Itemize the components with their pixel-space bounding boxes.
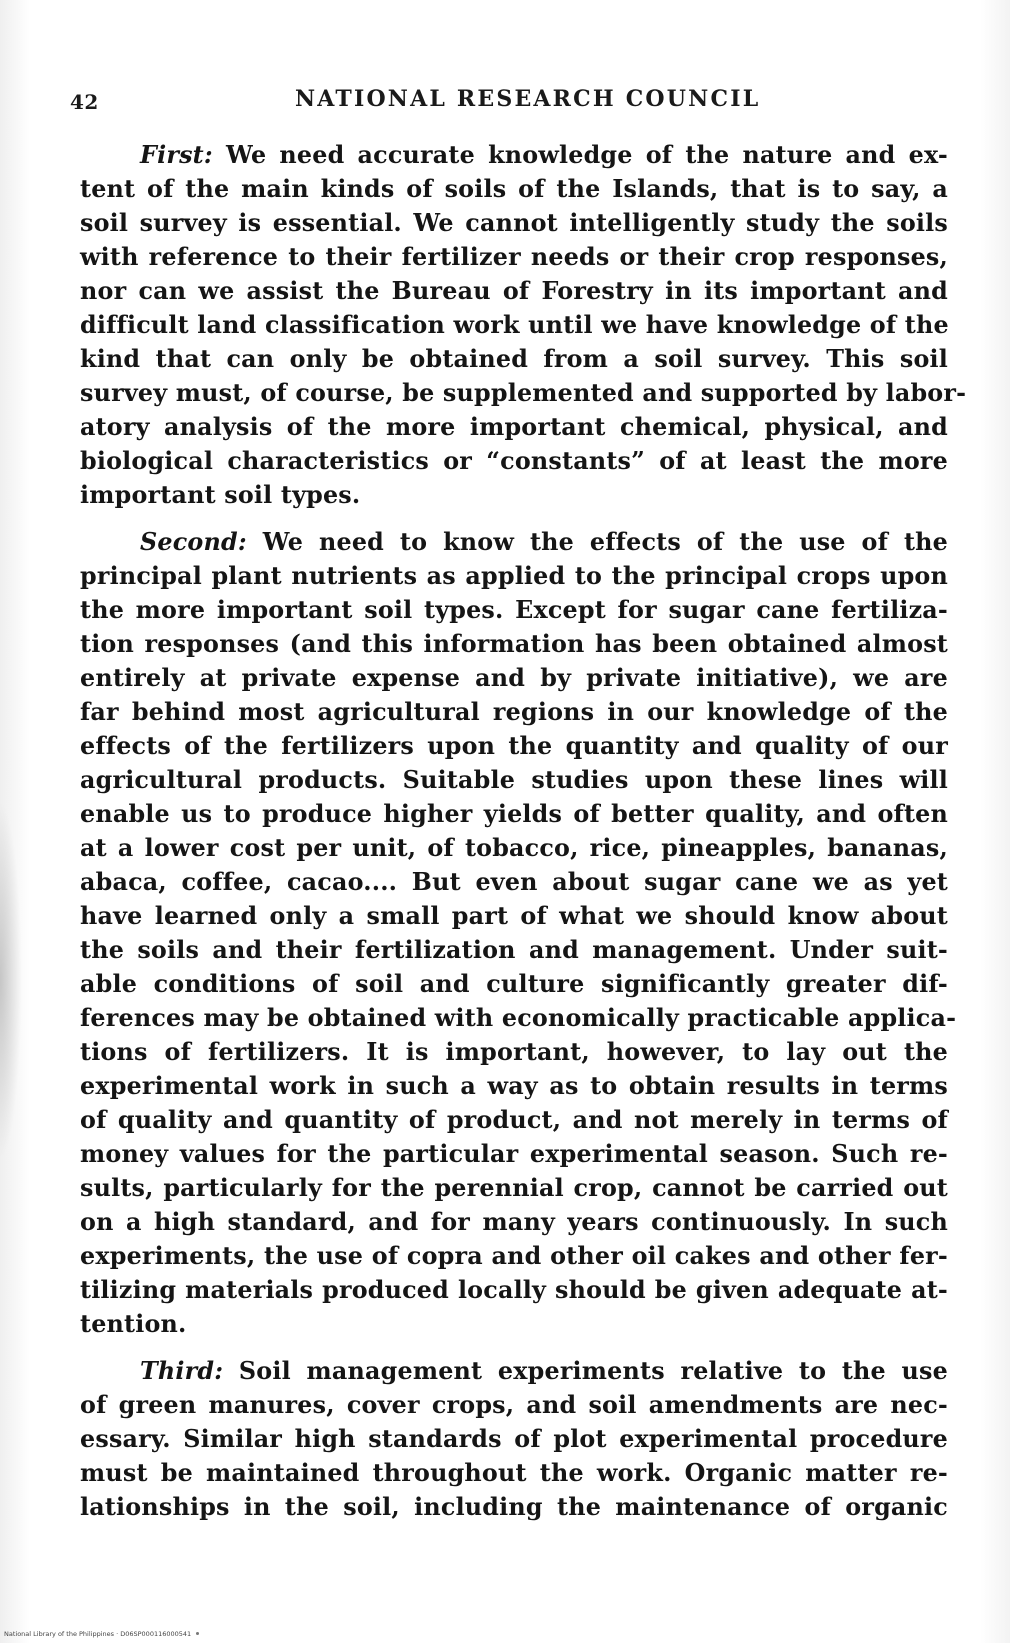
scan-footer-tag: National Library of the Philippines · D06SP000116000541 (4, 1630, 192, 1638)
text-line: tions of fertilizers. It is important, however, to lay out the (80, 1038, 948, 1066)
text-line: experiments, the use of copra and other oil cakes and other fer- (80, 1242, 948, 1270)
text-line: experimental work in such a way as to obtain results in terms (80, 1072, 948, 1100)
text-line: agricultural products. Suitable studies upon these lines will (80, 766, 948, 794)
paragraph-lead: First: (140, 141, 213, 169)
paragraph-gap (80, 1341, 948, 1354)
text-line: have learned only a small part of what we should know about (80, 902, 948, 930)
text-line: with reference to their fertilizer needs or their crop responses, (80, 243, 948, 271)
text-line: far behind most agricultural regions in our knowledge of the (80, 698, 948, 726)
text-line: of quality and quantity of product, and not merely in terms of (80, 1106, 948, 1134)
footer-mark (196, 1632, 199, 1635)
body-text (80, 138, 967, 1524)
text-line: tion responses (and this information has been obtained almost (80, 630, 948, 658)
running-title: NATIONAL RESEARCH COUNCIL (295, 86, 761, 112)
paragraph-first-line: Second: We need to know the effects of the use of the (140, 528, 948, 556)
text-line: must be maintained throughout the work. Organic matter re- (80, 1459, 948, 1487)
text-line: lationships in the soil, including the maintenance of organic (80, 1493, 948, 1521)
text-line: of green manures, cover crops, and soil amendments are nec- (80, 1391, 948, 1419)
text-line: entirely at private expense and by private initiative), we are (80, 664, 948, 692)
text-line: essary. Similar high standards of plot experimental procedure (80, 1425, 948, 1453)
paragraph-gap (80, 512, 948, 525)
paragraph-lead: Second: (140, 528, 247, 556)
text-line: atory analysis of the more important chemical, physical, and (80, 413, 948, 441)
text-line: ferences may be obtained with economically practicable applica- (80, 1004, 957, 1032)
text-line: survey must, of course, be supplemented and supported by labor- (80, 379, 967, 407)
text-line: enable us to produce higher yields of better quality, and often (80, 800, 948, 828)
text-line: biological characteristics or “constants” of at least the more (80, 447, 948, 475)
text-line: important soil types. (80, 481, 361, 509)
text-line: tilizing materials produced locally should be given adequate at- (80, 1276, 948, 1304)
binding-edge-shadow (0, 800, 22, 1160)
paragraph-first-line: First: We need accurate knowledge of the nature and ex- (140, 141, 948, 169)
text-line: the more important soil types. Except for sugar cane fertiliza- (80, 596, 948, 624)
text-line: soil survey is essential. We cannot intelligently study the soils (80, 209, 948, 237)
page-number: 42 (70, 90, 99, 114)
running-head (70, 82, 950, 118)
paragraph-lead: Third: (140, 1357, 224, 1385)
text-line: difficult land classification work until we have knowledge of the (80, 311, 949, 339)
text-line: money values for the particular experimental season. Such re- (80, 1140, 948, 1168)
text-line: tention. (80, 1310, 187, 1338)
text-line: abaca, coffee, cacao.... But even about sugar cane we as yet (80, 868, 948, 896)
text-line: tent of the main kinds of soils of the Islands, that is to say, a (80, 175, 948, 203)
text-line: principal plant nutrients as applied to the principal crops upon (80, 562, 948, 590)
text-line: at a lower cost per unit, of tobacco, rice, pineapples, bananas, (80, 834, 948, 862)
text-line: sults, particularly for the perennial crop, cannot be carried out (80, 1174, 948, 1202)
paragraph-first-line: Third: Soil management experiments relative to the use (140, 1357, 948, 1385)
text-line: kind that can only be obtained from a soil survey. This soil (80, 345, 948, 373)
text-line: able conditions of soil and culture significantly greater dif- (80, 970, 948, 998)
text-line: effects of the fertilizers upon the quantity and quality of our (80, 732, 948, 760)
text-line: the soils and their fertilization and management. Under suit- (80, 936, 948, 964)
text-line: nor can we assist the Bureau of Forestry in its important and (80, 277, 948, 305)
text-line: on a high standard, and for many years continuously. In such (80, 1208, 948, 1236)
